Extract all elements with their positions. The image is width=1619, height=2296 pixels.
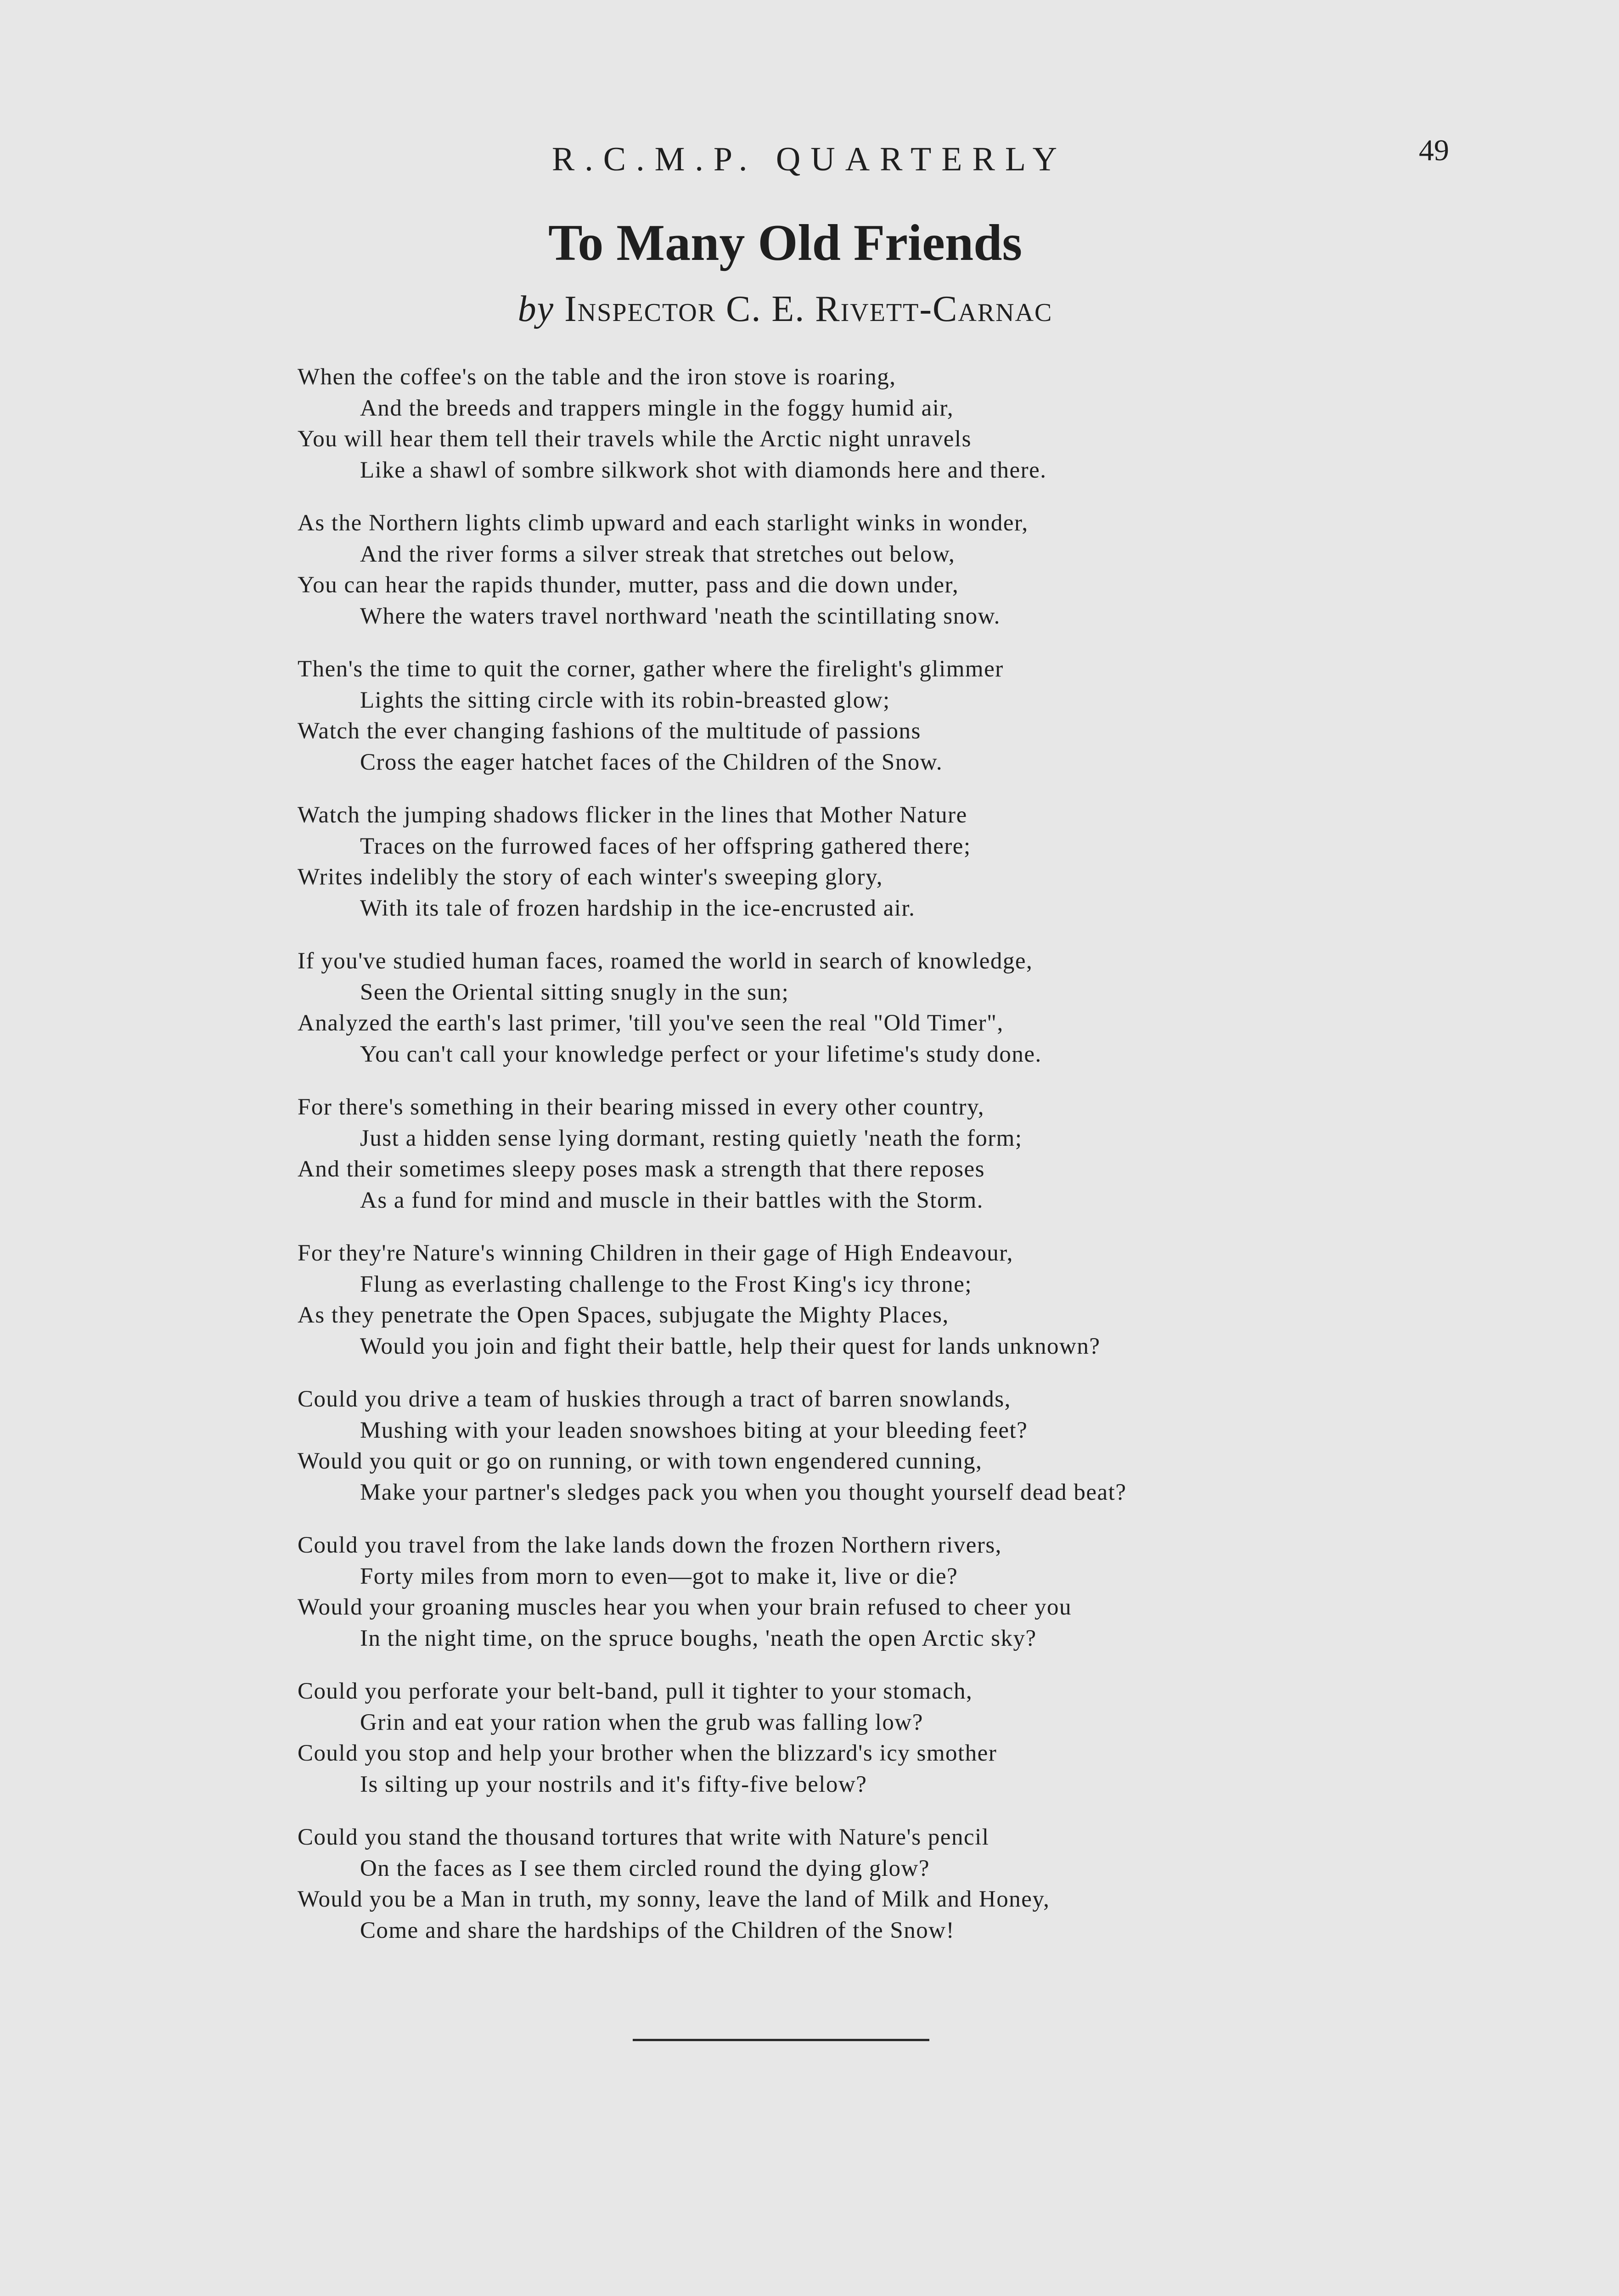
byline-prefix: by [517, 289, 555, 329]
poem-line: Could you perforate your belt-band, pull it tighter to your stomach, [298, 1678, 973, 1704]
page-number: 49 [1419, 134, 1449, 167]
poem-line: As a fund for mind and muscle in their battles with the Storm. [360, 1187, 984, 1213]
poem-line: Is silting up your nostrils and it's fifty-five below? [360, 1771, 867, 1797]
poem-line: Flung as everlasting challenge to the Frost King's icy throne; [360, 1271, 973, 1297]
poem-line: Come and share the hardships of the Children of the Snow! [360, 1917, 955, 1943]
poem-line: Could you stop and help your brother when the blizzard's icy smother [298, 1740, 997, 1766]
poem-stanza [298, 1092, 1422, 1216]
poem-line: When the coffee's on the table and the iron stove is roaring, [298, 364, 896, 390]
poem [298, 362, 1422, 1968]
section-divider [633, 2039, 929, 2041]
poem-line: Writes indelibly the story of each winter's sweeping glory, [298, 864, 883, 890]
poem-stanza [298, 1530, 1422, 1654]
poem-line: Watch the ever changing fashions of the multitude of passions [298, 718, 921, 744]
poem-line: Make your partner's sledges pack you when you thought yourself dead beat? [360, 1479, 1127, 1505]
poem-line: Would you join and fight their battle, help their quest for lands unknown? [360, 1333, 1101, 1359]
poem-line: If you've studied human faces, roamed the world in search of knowledge, [298, 948, 1033, 974]
poem-line: Like a shawl of sombre silkwork shot with diamonds here and there. [360, 457, 1047, 483]
poem-line: On the faces as I see them circled round the dying glow? [360, 1855, 930, 1881]
poem-line: Could you drive a team of huskies through a tract of barren snowlands, [298, 1386, 1011, 1412]
poem-line: You can hear the rapids thunder, mutter, pass and die down under, [298, 572, 959, 598]
poem-line: Then's the time to quit the corner, gather where the firelight's glimmer [298, 656, 1004, 682]
poem-line: With its tale of frozen hardship in the ice-encrusted air. [360, 895, 916, 921]
poem-line: Traces on the furrowed faces of her offspring gathered there; [360, 833, 971, 859]
poem-line: In the night time, on the spruce boughs, 'neath the open Arctic sky? [360, 1625, 1037, 1651]
poem-line: Cross the eager hatchet faces of the Children of the Snow. [360, 749, 943, 775]
poem-line: Seen the Oriental sitting snugly in the sun; [360, 979, 789, 1005]
poem-line: And the breeds and trappers mingle in the foggy humid air, [360, 395, 954, 421]
poem-stanza [298, 654, 1422, 778]
poem-line: As the Northern lights climb upward and each starlight winks in wonder, [298, 510, 1029, 536]
poem-line: Just a hidden sense lying dormant, resting quietly 'neath the form; [360, 1125, 1023, 1151]
poem-stanza [298, 1822, 1422, 1946]
poem-line: And the river forms a silver streak that stretches out below, [360, 541, 956, 567]
poem-stanza [298, 1238, 1422, 1362]
poem-stanza [298, 362, 1422, 486]
poem-line: Watch the jumping shadows flicker in the lines that Mother Nature [298, 802, 967, 828]
poem-line: As they penetrate the Open Spaces, subjugate the Mighty Places, [298, 1302, 949, 1328]
poem-line: For they're Nature's winning Children in their gage of High Endeavour, [298, 1240, 1013, 1266]
byline [0, 288, 1570, 330]
poem-line: Analyzed the earth's last primer, 'till you've seen the real "Old Timer", [298, 1010, 1004, 1036]
article-title: To Many Old Friends [548, 214, 1023, 271]
poem-line: Lights the sitting circle with its robin-breasted glow; [360, 687, 890, 713]
author-name: Inspector C. E. Rivett-Carnac [564, 289, 1053, 329]
running-head: R.C.M.P. QUARTERLY [551, 141, 1068, 178]
poem-line: You will hear them tell their travels while the Arctic night unravels [298, 426, 972, 452]
poem-line: For there's something in their bearing missed in every other country, [298, 1094, 984, 1120]
poem-stanza [298, 800, 1422, 924]
poem-line: Mushing with your leaden snowshoes biting at your bleeding feet? [360, 1417, 1028, 1443]
poem-line: Could you travel from the lake lands down the frozen Northern rivers, [298, 1532, 1002, 1558]
poem-line: Where the waters travel northward 'neath the scintillating snow. [360, 603, 1001, 629]
poem-line: Would you quit or go on running, or with town engendered cunning, [298, 1448, 983, 1474]
poem-line: You can't call your knowledge perfect or your lifetime's study done. [360, 1041, 1042, 1067]
poem-line: And their sometimes sleepy poses mask a strength that there reposes [298, 1156, 985, 1182]
poem-stanza [298, 508, 1422, 632]
poem-line: Forty miles from morn to even—got to make it, live or die? [360, 1563, 958, 1589]
poem-stanza [298, 1676, 1422, 1800]
poem-stanza [298, 946, 1422, 1070]
poem-line: Grin and eat your ration when the grub was falling low? [360, 1709, 923, 1735]
poem-line: Would you be a Man in truth, my sonny, leave the land of Milk and Honey, [298, 1886, 1050, 1912]
poem-line: Would your groaning muscles hear you when your brain refused to cheer you [298, 1594, 1072, 1620]
poem-stanza [298, 1384, 1422, 1508]
poem-line: Could you stand the thousand tortures that write with Nature's pencil [298, 1824, 989, 1850]
